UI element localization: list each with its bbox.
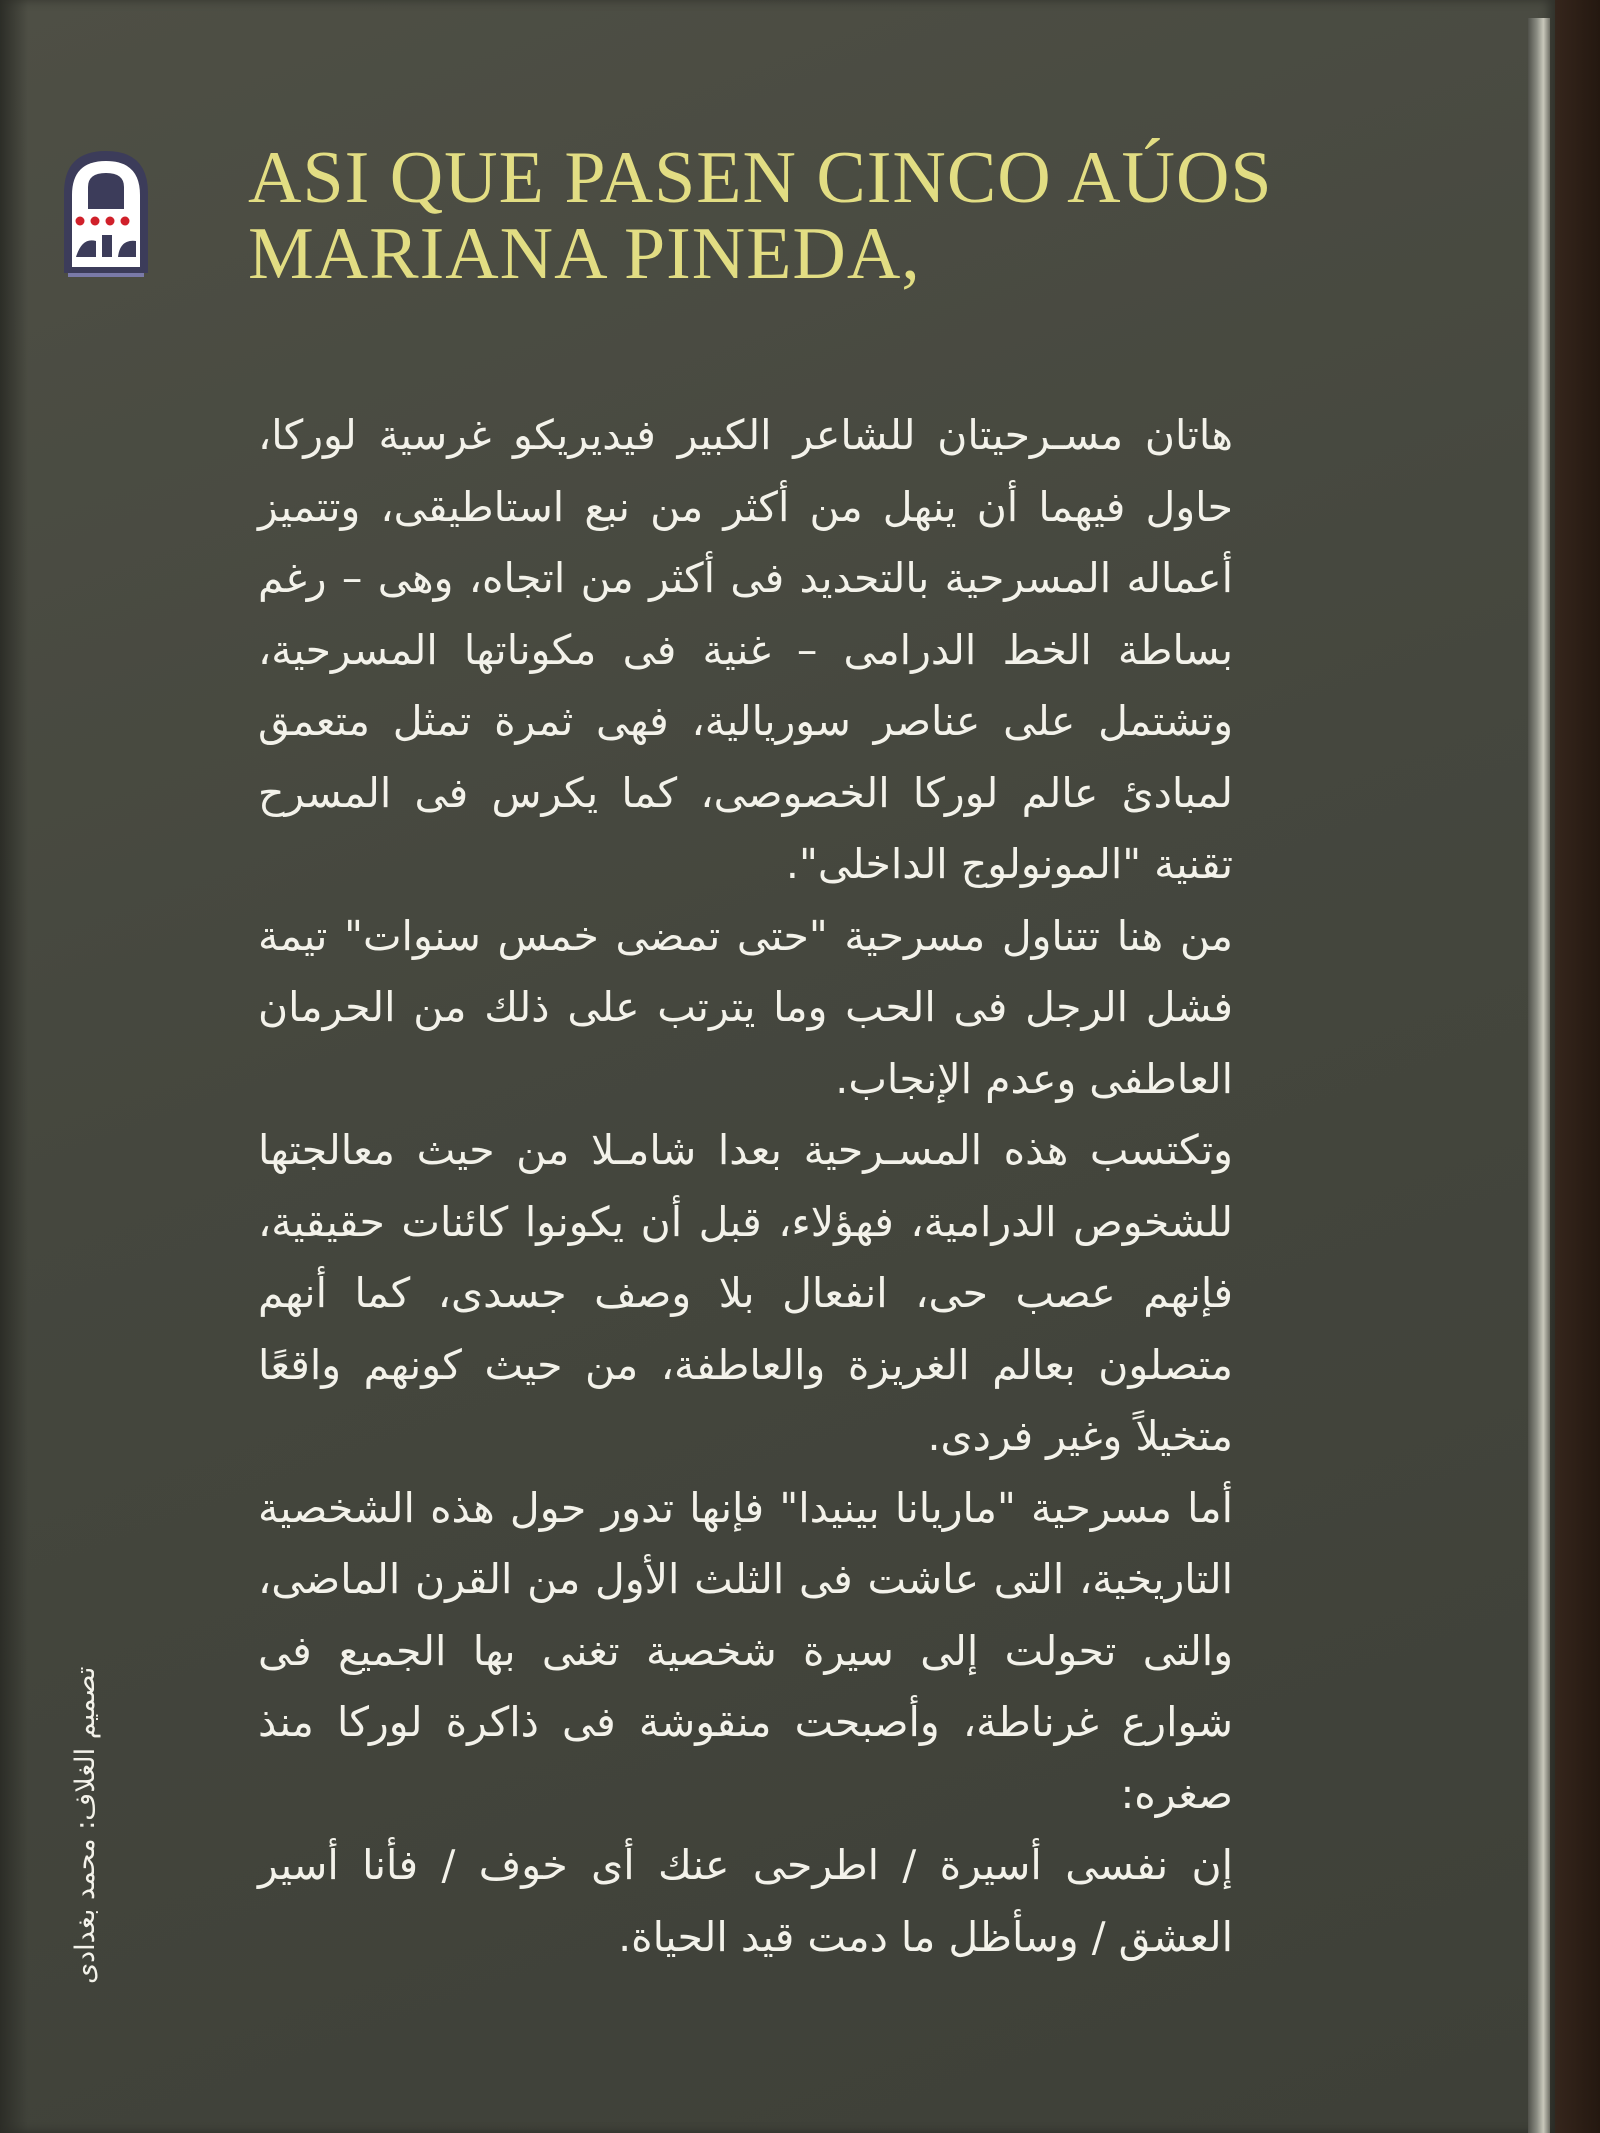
cover-title	[248, 137, 1308, 295]
arch-logo-icon	[58, 145, 154, 277]
title-line-1: ASI QUE PASEN CINCO AÚOS	[248, 137, 1273, 219]
page-edges	[1528, 18, 1550, 2133]
blurb-paragraph: وتكتسب هذه المسـرحية بعدا شامـلا من حيث معالجتها للشخوص الدرامية، فهؤلاء، قبل أن يكونوا كائنات حقيقية، فإنهم عصب حى، انفعال بلا وصف جسدى، كما أنهم متصلون بعالم الغريزة والعاطفة، من حيث كونهم واقعًا متخيلاً وغير فردى.	[258, 1126, 1233, 1460]
blurb-paragraph: من هنا تتناول مسرحية "حتى تمضى خمس سنوات" تيمة فشل الرجل فى الحب وما يترتب على ذلك من الحرمان العاطفى وعدم الإنجاب.	[258, 911, 1233, 1103]
blurb-paragraph: أما مسرحية "ماريانا بينيدا" فإنها تدور حول هذه الشخصية التاريخية، التى عاشت فى الثلث الأول من القرن الماضى، والتى تحولت إلى سيرة شخصية تغنى بها الجميع فى شوارع غرناطة، وأصبحت منقوشة فى ذاكرة لوركا منذ صغره:	[258, 1483, 1233, 1818]
blurb-text	[258, 400, 1233, 1973]
spine-shadow	[0, 0, 28, 2133]
blurb-paragraph: هاتان مسـرحيتان للشاعر الكبير فيديريكو غرسية لوركا، حاول فيهما أن ينهل من أكثر من نبع استاطيقى، وتتميز أعماله المسرحية بالتحديد فى أكثر من اتجاه، وهى – رغم بساطة الخط الدرامى – غنية فى مكوناتها المسرحية، وتشتمل على عناصر سوريالية، فهى ثمرة تمثل متعمق لمبادئ عالم لوركا الخصوصى، كما يكرس فى المسرح تقنية "المونولوج الداخلى".	[258, 411, 1233, 888]
cover-design-credit: تصميم الغلاف: محمد بغدادى	[70, 1666, 101, 1984]
publisher-logo	[58, 145, 154, 277]
title-line-2: MARIANA PINEDA,	[248, 213, 921, 295]
blurb-verse: إن نفسى أسيرة / اطرحى عنك أى خوف / فأنا أسير العشق / وسأظل ما دمت قيد الحياة.	[258, 1841, 1233, 1961]
